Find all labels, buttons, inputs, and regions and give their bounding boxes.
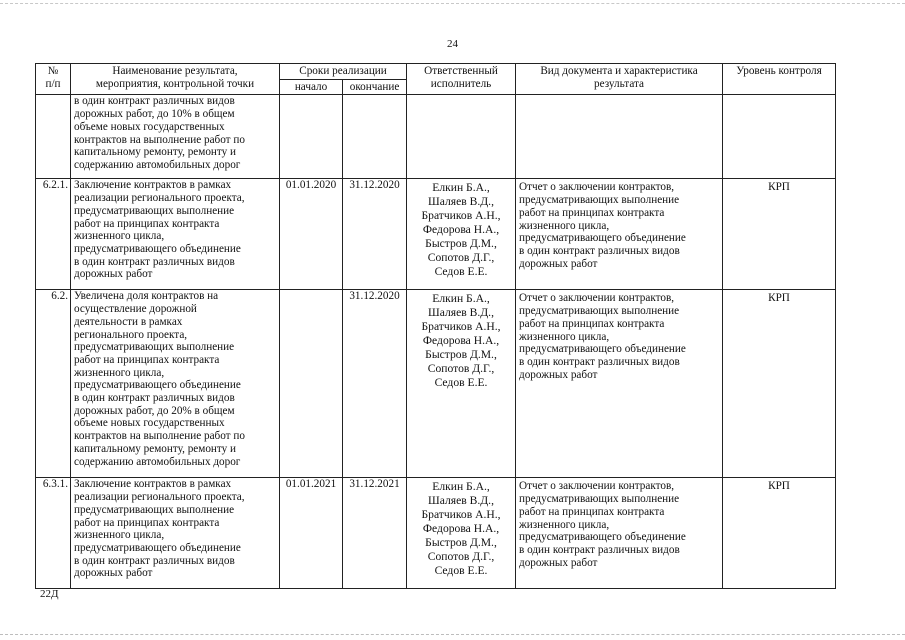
result-name-line: капитальному ремонту, ремонту и bbox=[74, 146, 237, 159]
result-name-line: дорожных работ bbox=[74, 268, 153, 281]
responsible-persons-line: Сопотов Д.Г., bbox=[427, 550, 495, 564]
document-description-line: предусматривающих выполнение bbox=[519, 493, 680, 506]
document-description-line: предусматривающего объединение bbox=[519, 343, 686, 356]
result-name-line: контрактов на выполнение работ по bbox=[74, 133, 245, 146]
result-name-line: капитальному ремонту, ремонту и bbox=[74, 442, 237, 455]
result-name-line: работ на принципах контракта bbox=[74, 353, 220, 366]
result-name-line: регионального проекта, bbox=[74, 328, 188, 341]
header-responsible-line: исполнитель bbox=[430, 77, 492, 90]
responsible-persons-line: Федорова Н.А., bbox=[422, 334, 500, 348]
responsible-persons bbox=[407, 95, 516, 179]
responsible-persons bbox=[407, 179, 516, 290]
end-date: 31.12.2020 bbox=[343, 179, 407, 290]
row-number: 6.2. bbox=[36, 290, 71, 478]
start-date bbox=[280, 290, 343, 478]
header-responsible-line: Ответственный bbox=[424, 65, 498, 77]
table-row bbox=[36, 179, 836, 290]
control-level: КРП bbox=[723, 290, 836, 478]
result-name-line: Заключение контрактов в рамках bbox=[74, 179, 232, 192]
document-description-line: дорожных работ bbox=[519, 368, 598, 381]
responsible-persons-line: Шаляев В.Д., bbox=[428, 195, 494, 209]
document-description-line: жизненного цикла, bbox=[519, 330, 610, 343]
page-number: 24 bbox=[447, 38, 458, 50]
document-description-line: в один контракт различных видов bbox=[519, 244, 680, 257]
responsible-persons-line: Елкин Б.А., bbox=[432, 292, 490, 306]
header-name-line: мероприятия, контрольной точки bbox=[95, 77, 255, 90]
responsible-persons-line: Братчиков А.Н., bbox=[421, 508, 501, 522]
result-name-line: объеме новых государственных bbox=[74, 120, 225, 133]
result-name-line: содержанию автомобильных дорог bbox=[74, 455, 241, 468]
result-name-line: предусматривающего объединение bbox=[74, 541, 241, 554]
document-description bbox=[516, 95, 723, 179]
responsible-persons-line: Седов Е.Е. bbox=[434, 564, 488, 578]
responsible-persons-line: Быстров Д.М., bbox=[425, 348, 497, 362]
responsible-persons bbox=[407, 290, 516, 478]
result-name-line: в один контракт различных видов bbox=[74, 554, 235, 567]
control-plan-table bbox=[35, 63, 836, 589]
document-description-line: Отчет о заключении контрактов, bbox=[519, 181, 675, 194]
result-name-line: объеме новых государственных bbox=[74, 417, 225, 430]
document-description-line: предусматривающего объединение bbox=[519, 232, 686, 245]
document-description-line: предусматривающих выполнение bbox=[519, 194, 680, 207]
result-name-line: предусматривающих выполнение bbox=[74, 204, 235, 217]
header-end: окончание bbox=[343, 79, 407, 95]
result-name-line: реализации регионального проекта, bbox=[74, 192, 245, 205]
table-row bbox=[36, 478, 836, 589]
responsible-persons-line: Сопотов Д.Г., bbox=[427, 251, 495, 265]
responsible-persons-line: Быстров Д.М., bbox=[425, 536, 497, 550]
result-name-line: в один контракт различных видов bbox=[74, 392, 235, 405]
responsible-persons-line: Седов Е.Е. bbox=[434, 265, 488, 279]
result-name-line: Увеличена доля контрактов на bbox=[74, 290, 219, 303]
table-header-row bbox=[36, 64, 836, 80]
header-responsible bbox=[407, 64, 516, 95]
header-name-line: Наименование результата, bbox=[112, 65, 238, 77]
end-date: 31.12.2021 bbox=[343, 478, 407, 589]
scan-edge-top bbox=[0, 3, 905, 4]
start-date: 01.01.2021 bbox=[280, 478, 343, 589]
result-name-line: дорожных работ bbox=[74, 567, 153, 580]
document-description-line: предусматривающего объединение bbox=[519, 531, 686, 544]
row-number: 6.3.1. bbox=[36, 478, 71, 589]
document-description bbox=[516, 290, 723, 478]
document-description-line: работ на принципах контракта bbox=[519, 206, 665, 219]
document-description-line: жизненного цикла, bbox=[519, 518, 610, 531]
start-date bbox=[280, 95, 343, 179]
result-name-line: работ на принципах контракта bbox=[74, 217, 220, 230]
footer-code: 22Д bbox=[40, 588, 59, 600]
result-name-line: предусматривающего объединение bbox=[74, 379, 241, 392]
row-number bbox=[36, 95, 71, 179]
responsible-persons-line: Быстров Д.М., bbox=[425, 237, 497, 251]
header-num-line: № bbox=[47, 65, 59, 77]
control-level: КРП bbox=[723, 179, 836, 290]
result-name-line: предусматривающих выполнение bbox=[74, 503, 235, 516]
result-name-line: жизненного цикла, bbox=[74, 230, 165, 243]
responsible-persons-line: Елкин Б.А., bbox=[432, 181, 490, 195]
result-name-line: деятельности в рамках bbox=[74, 315, 183, 328]
table-body bbox=[36, 95, 836, 589]
header-num-line: п/п bbox=[45, 77, 61, 90]
header-start: начало bbox=[280, 79, 343, 95]
responsible-persons-line: Шаляев В.Д., bbox=[428, 494, 494, 508]
responsible-persons-line: Федорова Н.А., bbox=[422, 223, 500, 237]
document-description bbox=[516, 478, 723, 589]
result-name-line: дорожных работ, до 20% в общем bbox=[74, 404, 235, 417]
header-doc bbox=[516, 64, 723, 95]
control-level: КРП bbox=[723, 478, 836, 589]
document-description-line: работ на принципах контракта bbox=[519, 317, 665, 330]
result-name bbox=[71, 290, 280, 478]
header-terms: Сроки реализации bbox=[280, 64, 407, 80]
header-num bbox=[36, 64, 71, 95]
responsible-persons-line: Сопотов Д.Г., bbox=[427, 362, 495, 376]
result-name-line: Заключение контрактов в рамках bbox=[74, 478, 232, 491]
responsible-persons-line: Елкин Б.А., bbox=[432, 480, 490, 494]
result-name bbox=[71, 478, 280, 589]
result-name-line: предусматривающих выполнение bbox=[74, 341, 235, 354]
document-description-line: Отчет о заключении контрактов, bbox=[519, 292, 675, 305]
document-description-line: предусматривающих выполнение bbox=[519, 305, 680, 318]
responsible-persons-line: Братчиков А.Н., bbox=[421, 320, 501, 334]
document-description-line: Отчет о заключении контрактов, bbox=[519, 480, 675, 493]
result-name-line: реализации регионального проекта, bbox=[74, 491, 245, 504]
header-doc-line: результата bbox=[594, 77, 644, 90]
table-row bbox=[36, 95, 836, 179]
end-date: 31.12.2020 bbox=[343, 290, 407, 478]
start-date: 01.01.2020 bbox=[280, 179, 343, 290]
responsible-persons-line: Шаляев В.Д., bbox=[428, 306, 494, 320]
result-name-line: в один контракт различных видов bbox=[74, 255, 235, 268]
table-row bbox=[36, 290, 836, 478]
result-name-line: жизненного цикла, bbox=[74, 366, 165, 379]
responsible-persons-line: Братчиков А.Н., bbox=[421, 209, 501, 223]
responsible-persons-line: Федорова Н.А., bbox=[422, 522, 500, 536]
responsible-persons-line: Седов Е.Е. bbox=[434, 376, 488, 390]
document-description-line: жизненного цикла, bbox=[519, 219, 610, 232]
document-description-line: в один контракт различных видов bbox=[519, 355, 680, 368]
header-name bbox=[71, 64, 280, 95]
scan-edge-bottom bbox=[0, 634, 905, 635]
document-description-line: работ на принципах контракта bbox=[519, 505, 665, 518]
document-description-line: дорожных работ bbox=[519, 556, 598, 569]
end-date bbox=[343, 95, 407, 179]
result-name-line: дорожных работ, до 10% в общем bbox=[74, 108, 235, 121]
result-name-line: работ на принципах контракта bbox=[74, 516, 220, 529]
row-number: 6.2.1. bbox=[36, 179, 71, 290]
document-description bbox=[516, 179, 723, 290]
result-name-line: содержанию автомобильных дорог bbox=[74, 158, 241, 171]
header-level: Уровень контроля bbox=[723, 64, 836, 95]
document-description-line: в один контракт различных видов bbox=[519, 543, 680, 556]
header-doc-line: Вид документа и характеристика bbox=[540, 65, 698, 77]
document-description-line: дорожных работ bbox=[519, 257, 598, 270]
result-name-line: в один контракт различных видов bbox=[74, 95, 235, 108]
control-level bbox=[723, 95, 836, 179]
result-name-line: контрактов на выполнение работ по bbox=[74, 430, 245, 443]
result-name-line: осуществление дорожной bbox=[74, 303, 197, 316]
result-name bbox=[71, 179, 280, 290]
result-name-line: жизненного цикла, bbox=[74, 529, 165, 542]
responsible-persons bbox=[407, 478, 516, 589]
result-name-line: предусматривающего объединение bbox=[74, 242, 241, 255]
result-name bbox=[71, 95, 280, 179]
